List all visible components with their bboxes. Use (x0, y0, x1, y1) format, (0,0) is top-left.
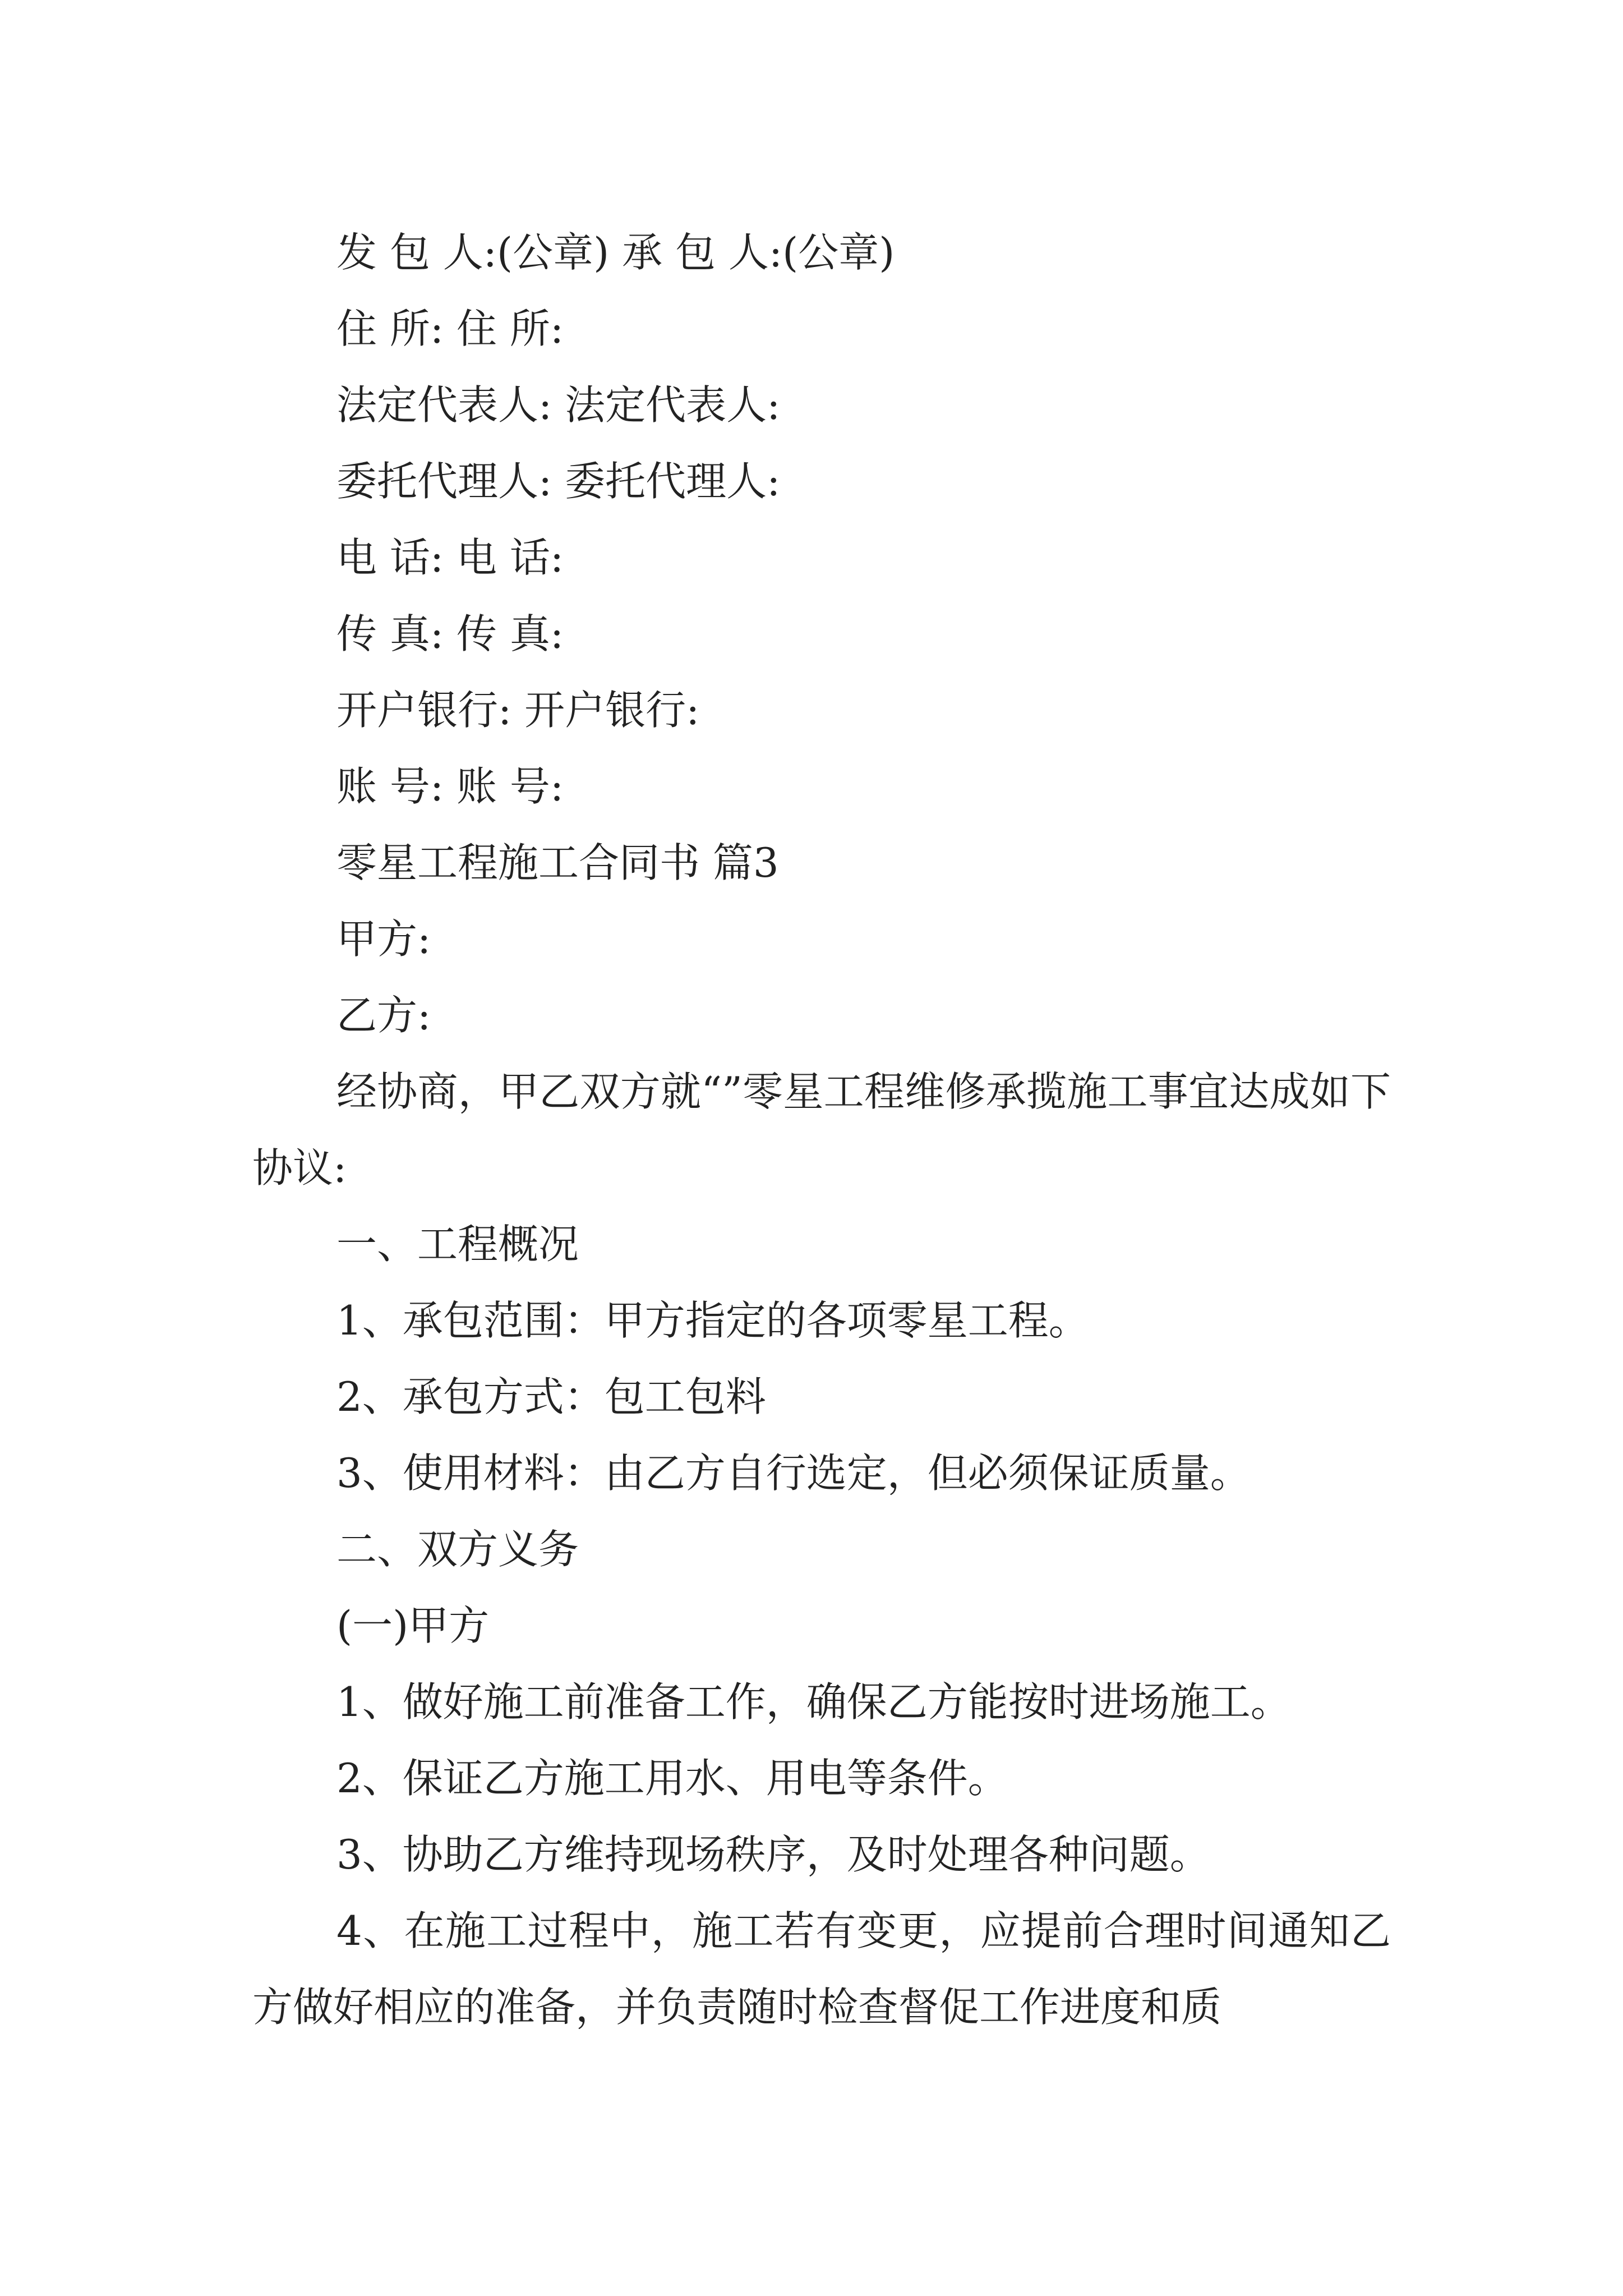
clause-scope: 1、承包范围：甲方指定的各项零星工程。 (336, 1297, 1089, 1344)
obligation-2: 2、保证乙方施工用水、用电等条件。 (336, 1755, 1008, 1802)
clause-materials: 3、使用材料：由乙方自行选定，但必须保证质量。 (336, 1450, 1251, 1497)
fax-line: 传 真: 传 真: (336, 610, 564, 657)
bank-line: 开户银行: 开户银行: (336, 687, 700, 734)
phone-line: 电 话: 电 话: (336, 534, 564, 581)
party-a-line: 甲方: (336, 915, 431, 963)
document-body (252, 214, 1391, 2045)
agreement-intro: 经协商，甲乙双方就“”零星工程维修承揽施工事宜达成如下协议: (252, 1068, 1391, 1191)
section-heading-overview: 一、工程概况 (336, 1221, 579, 1268)
subsection-party-a: (一)甲方 (336, 1602, 490, 1649)
obligation-3: 3、协助乙方维持现场秩序，及时处理各种问题。 (336, 1831, 1210, 1878)
obligation-1: 1、做好施工前准备工作，确保乙方能按时进场施工。 (336, 1678, 1291, 1726)
obligation-4: 4、在施工过程中，施工若有变更，应提前合理时间通知乙方做好相应的准备，并负责随时检查督促工作进度和质 (252, 1907, 1391, 2031)
party-seal-line: 发 包 人:(公章) 承 包 人:(公章) (336, 229, 895, 276)
section-heading-obligations: 二、双方义务 (336, 1526, 579, 1573)
contract-title: 零星工程施工合同书 篇3 (336, 839, 779, 886)
clause-method: 2、承包方式：包工包料 (336, 1373, 766, 1420)
account-line: 账 号: 账 号: (336, 763, 564, 810)
address-line: 住 所: 住 所: (336, 305, 564, 352)
authorized-agent-line: 委托代理人: 委托代理人: (336, 458, 781, 505)
legal-representative-line: 法定代表人: 法定代表人: (336, 381, 781, 429)
party-b-line: 乙方: (336, 992, 431, 1039)
